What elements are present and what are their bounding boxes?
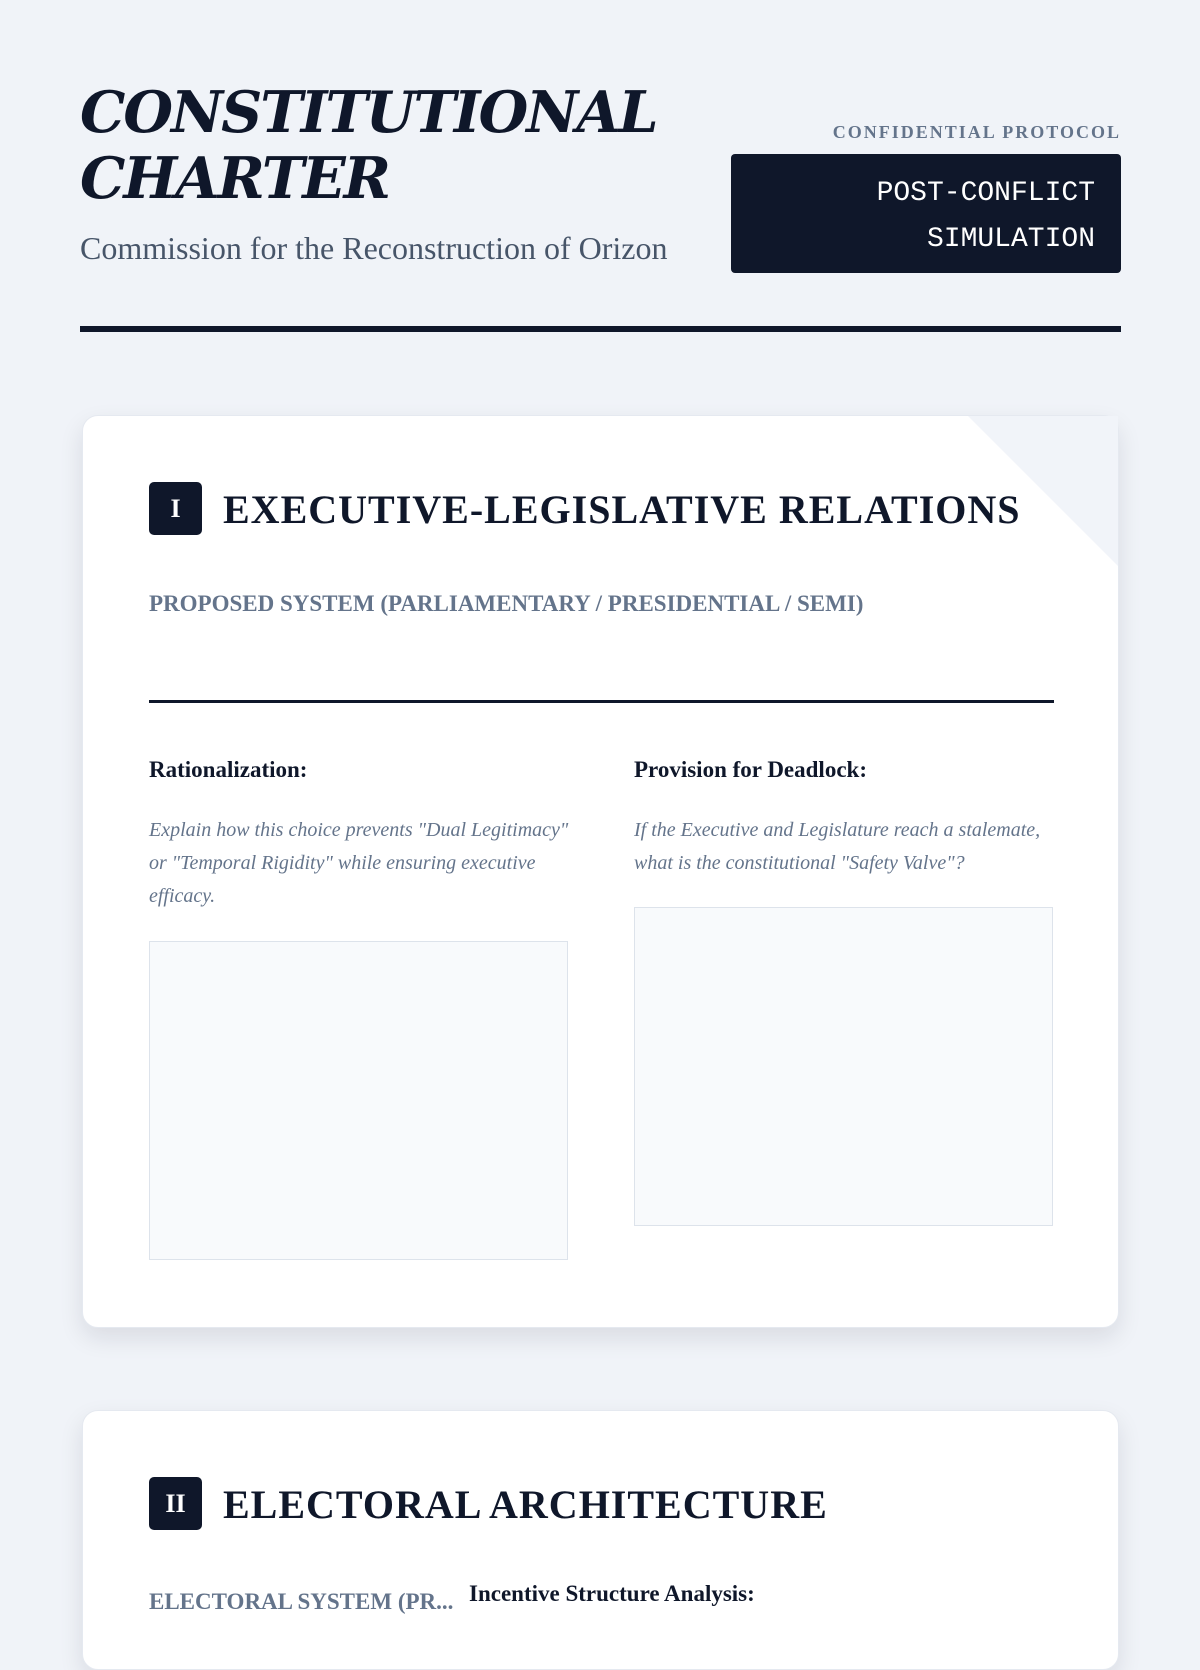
deadlock-hint: If the Executive and Legislature reach a stalemate, what is the constitutional "Safety Valve"? xyxy=(634,819,1041,874)
simulation-line-1: POST-CONFLICT xyxy=(876,178,1095,209)
deadlock-heading: Provision for Deadlock: xyxy=(634,757,867,782)
simulation-badge xyxy=(731,154,1121,273)
charter-header xyxy=(80,80,1121,332)
page-subtitle: Commission for the Reconstruction of Orizon xyxy=(80,230,668,266)
section-title: EXECUTIVE-LEGISLATIVE RELATIONS xyxy=(223,487,1021,532)
deadlock-textarea[interactable] xyxy=(634,907,1053,1226)
proposed-system-input-line[interactable] xyxy=(149,700,1054,703)
section-title: ELECTORAL ARCHITECTURE xyxy=(223,1482,828,1527)
section-executive-legislative xyxy=(82,415,1119,1328)
simulation-line-2: SIMULATION xyxy=(926,224,1095,255)
proposed-system-label: PROPOSED SYSTEM (PARLIAMENTARY / PRESIDENTIAL / SEMI) xyxy=(149,591,864,616)
rationalization-hint: Explain how this choice prevents "Dual Legitimacy" or "Temporal Rigidity" while ensuring executive efficacy. xyxy=(149,819,569,907)
rationalization-heading: Rationalization: xyxy=(149,757,308,782)
protocol-label: CONFIDENTIAL PROTOCOL xyxy=(832,122,1121,142)
section-electoral-architecture xyxy=(82,1410,1119,1670)
title-line-2: CHARTER xyxy=(80,145,390,212)
section-number-badge: I xyxy=(149,482,202,535)
incentive-structure-heading: Incentive Structure Analysis: xyxy=(469,1581,755,1606)
section-number-badge: II xyxy=(149,1477,202,1530)
electoral-system-label: ELECTORAL SYSTEM (PR... xyxy=(149,1589,454,1614)
title-line-1: CONSTITUTIONAL xyxy=(80,79,657,146)
rationalization-textarea[interactable] xyxy=(149,941,568,1260)
